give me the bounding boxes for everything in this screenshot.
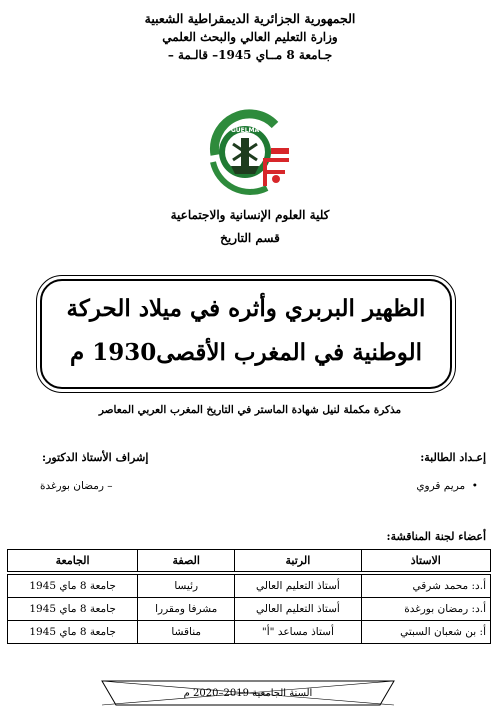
committee-member-name: أ.د: رمضان بورغدة xyxy=(361,598,490,621)
committee-member-rank: أستاذ التعليم العالي xyxy=(235,598,361,621)
table-row xyxy=(8,575,491,598)
header-university: جـامعة 8 مــاي 1945– قالـمة – xyxy=(167,48,333,62)
department-name: قسم التاريخ xyxy=(220,231,280,245)
committee-member-role: مشرفا ومقررا xyxy=(138,598,235,621)
committee-member-name: أ.د: محمد شرقي xyxy=(361,575,490,598)
header-ministry: وزارة التعليم العالي والبحث العلمي xyxy=(162,30,338,44)
table-row xyxy=(8,598,491,621)
student-name: مريم قروي xyxy=(416,480,466,492)
committee-table xyxy=(7,549,491,644)
header-role: الصفة xyxy=(138,550,235,572)
supervisor-name: – رمضان بورغدة xyxy=(40,480,113,492)
header-country: الجمهورية الجزائرية الديمقراطية الشعبية xyxy=(144,11,356,26)
faculty-name: كلية العلوم الإنسانية والاجتماعية xyxy=(170,208,330,222)
committee-member-rank: أستاذ التعليم العالي xyxy=(235,575,361,598)
committee-header-row xyxy=(8,550,491,572)
committee-member-name: أ: بن شعبان السبتي xyxy=(361,621,490,644)
supervisor-label: إشراف الأستاذ الدكتور: xyxy=(42,451,149,464)
thesis-title-line1: الظهير البربري وأثره في ميلاد الحركة xyxy=(66,295,426,322)
committee-member-university: جامعة 8 ماي 1945 xyxy=(8,621,138,644)
table-row xyxy=(8,621,491,644)
committee-member-role: رئيسا xyxy=(138,575,235,598)
thesis-subtitle: مذكرة مكملة لنيل شهادة الماستر في التاريخ المغرب العربي المعاصر xyxy=(98,404,402,416)
committee-label: أعضاء لجنة المناقشة: xyxy=(386,530,486,543)
bullet-icon: • xyxy=(465,480,478,492)
prepared-by-label: إعـداد الطالبة: xyxy=(420,451,486,464)
student-name-item xyxy=(416,480,478,492)
committee-member-university: جامعة 8 ماي 1945 xyxy=(8,575,138,598)
academic-year-banner xyxy=(101,680,395,706)
thesis-title-line2: الوطنية في المغرب الأقصى1930 م xyxy=(69,339,422,366)
university-guelma-logo xyxy=(205,100,295,195)
header-rank: الرتبة xyxy=(235,550,361,572)
logo-text: GUELMA xyxy=(230,127,260,134)
header-professor: الاستاذ xyxy=(361,550,490,572)
committee-member-role: مناقشا xyxy=(138,621,235,644)
committee-member-rank: أستاذ مساعد "أ" xyxy=(235,621,361,644)
committee-member-university: جامعة 8 ماي 1945 xyxy=(8,598,138,621)
academic-year: السنة الجامعية 2019–2020 م xyxy=(183,688,313,699)
header-university: الجامعة xyxy=(8,550,138,572)
title-frame xyxy=(40,279,452,389)
